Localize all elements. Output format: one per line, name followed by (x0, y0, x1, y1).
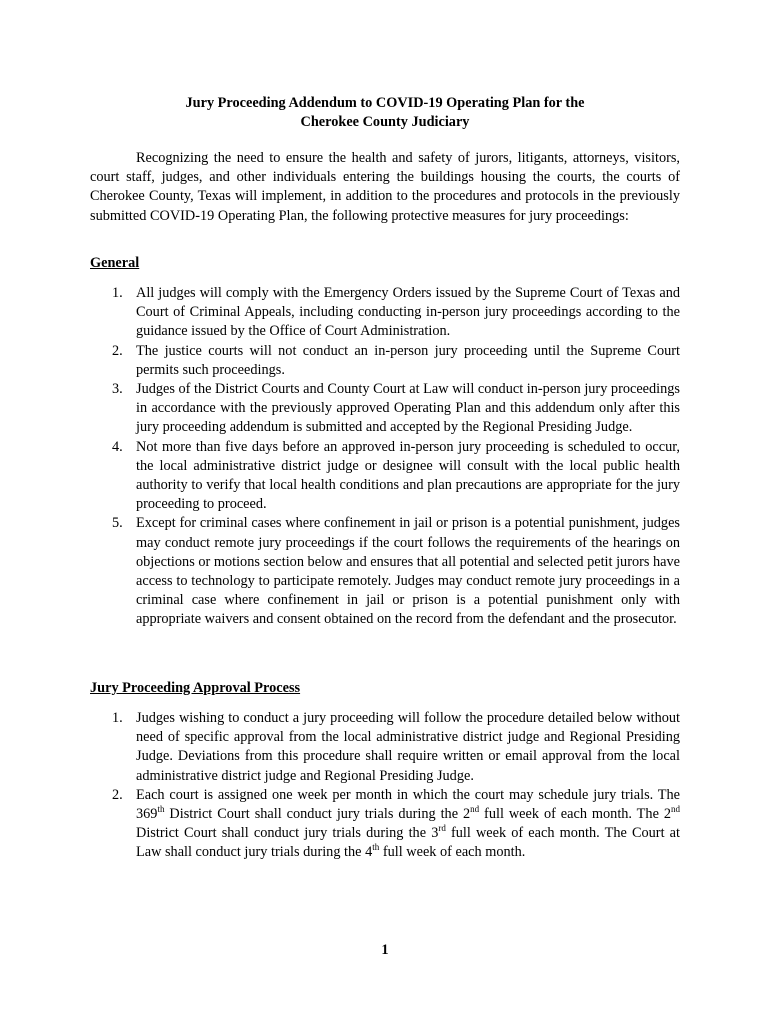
list-item-number: 3. (112, 381, 123, 398)
text-segment: Each court is assigned one week per month in which the court may schedule jury trials. The 369 (136, 786, 680, 823)
list-item-number: 2. (112, 342, 123, 359)
list-item (90, 709, 680, 786)
text-segment: District Court shall conduct jury trials during the 3 (136, 825, 439, 842)
list-item-text: Not more than five days before an approved in-person jury proceeding is scheduled to occur, the local administrative district judge or designee will consult with the local public health authority to verify that local health conditions and plan precautions are appropriate for the jury proceeding to proceed. (136, 438, 680, 513)
text-segment: full week of each month. The 2 (479, 806, 671, 823)
ordinal-suffix: nd (470, 804, 480, 815)
general-list (90, 284, 680, 630)
list-item-number: 1. (112, 710, 123, 726)
list-item-text: Except for criminal cases where confinement in jail or prison is a potential punishment, judges may conduct remote jury proceedings if the court follows the requirements of the hearings on objections or motions section below and ensures that all potential and selected petit jurors have access to technology to participate remotely. Judges may conduct remote jury proceedings in a criminal case where confinement in jail or prison is a potential punishment only with appropriate waivers and consent obtained on the record from the defendant and the prosecutor. (136, 515, 680, 628)
document-title (90, 94, 680, 132)
text-segment: District Court shall conduct jury trials during the 2 (164, 806, 471, 823)
ordinal-suffix: nd (671, 804, 680, 815)
text-segment: full week of each month. The Court at Law shall conduct jury trials during the 4 (136, 825, 680, 861)
ordinal-suffix: th (157, 804, 165, 815)
ordinal-suffix: th (372, 842, 380, 853)
list-item-number: 1. (112, 285, 123, 301)
list-item-number: 5. (112, 515, 123, 532)
approval-process-heading: Jury Proceeding Approval Process (90, 680, 301, 696)
list-item (90, 284, 680, 342)
approval-process-list (90, 709, 680, 863)
list-item-text (136, 787, 680, 861)
list-item-number: 2. (112, 786, 123, 803)
general-heading: General (90, 255, 140, 271)
list-item-text: The justice courts will not conduct an in-person jury proceeding until the Supreme Court permits such proceedings. (136, 342, 680, 378)
list-item-number: 4. (112, 438, 123, 455)
title-line-2: Cherokee County Judiciary (300, 114, 470, 130)
list-item (90, 380, 680, 438)
list-item (90, 786, 680, 863)
ordinal-suffix: rd (438, 823, 446, 834)
list-item-text: Judges of the District Courts and County Court at Law will conduct in-person jury proceedings in accordance with the previously approved Operating Plan and this addendum only after this jury proceeding addendum is submitted and accepted by the Regional Presiding Judge. (136, 381, 680, 436)
list-item-text: All judges will comply with the Emergency Orders issued by the Supreme Court of Texas and Court of Criminal Appeals, including conducting in-person jury proceedings according to the guidance issued by the Office of Court Administration. (136, 285, 680, 340)
page-number: 1 (381, 942, 389, 958)
list-item (90, 438, 680, 515)
text-segment: full week of each month. (379, 844, 526, 861)
title-line-1: Jury Proceeding Addendum to COVID-19 Operating Plan for the (185, 95, 585, 111)
list-item-text: Judges wishing to conduct a jury proceeding will follow the procedure detailed below without need of specific approval from the local administrative district judge and Regional Presiding Judge. Deviations from this procedure shall require written or email approval from the local administrative district judge and Regional Presiding Judge. (136, 710, 680, 784)
list-item (90, 514, 680, 629)
intro-paragraph: Recognizing the need to ensure the health and safety of jurors, litigants, attorneys, visitors, court staff, judges, and other individuals entering the buildings housing the courts, the courts of Cherokee County, Texas will implement, in addition to the procedures and protocols in the previously submitted COVID-19 Operating Plan, the following protective measures for jury proceedings: (90, 150, 680, 224)
list-item (90, 342, 680, 380)
